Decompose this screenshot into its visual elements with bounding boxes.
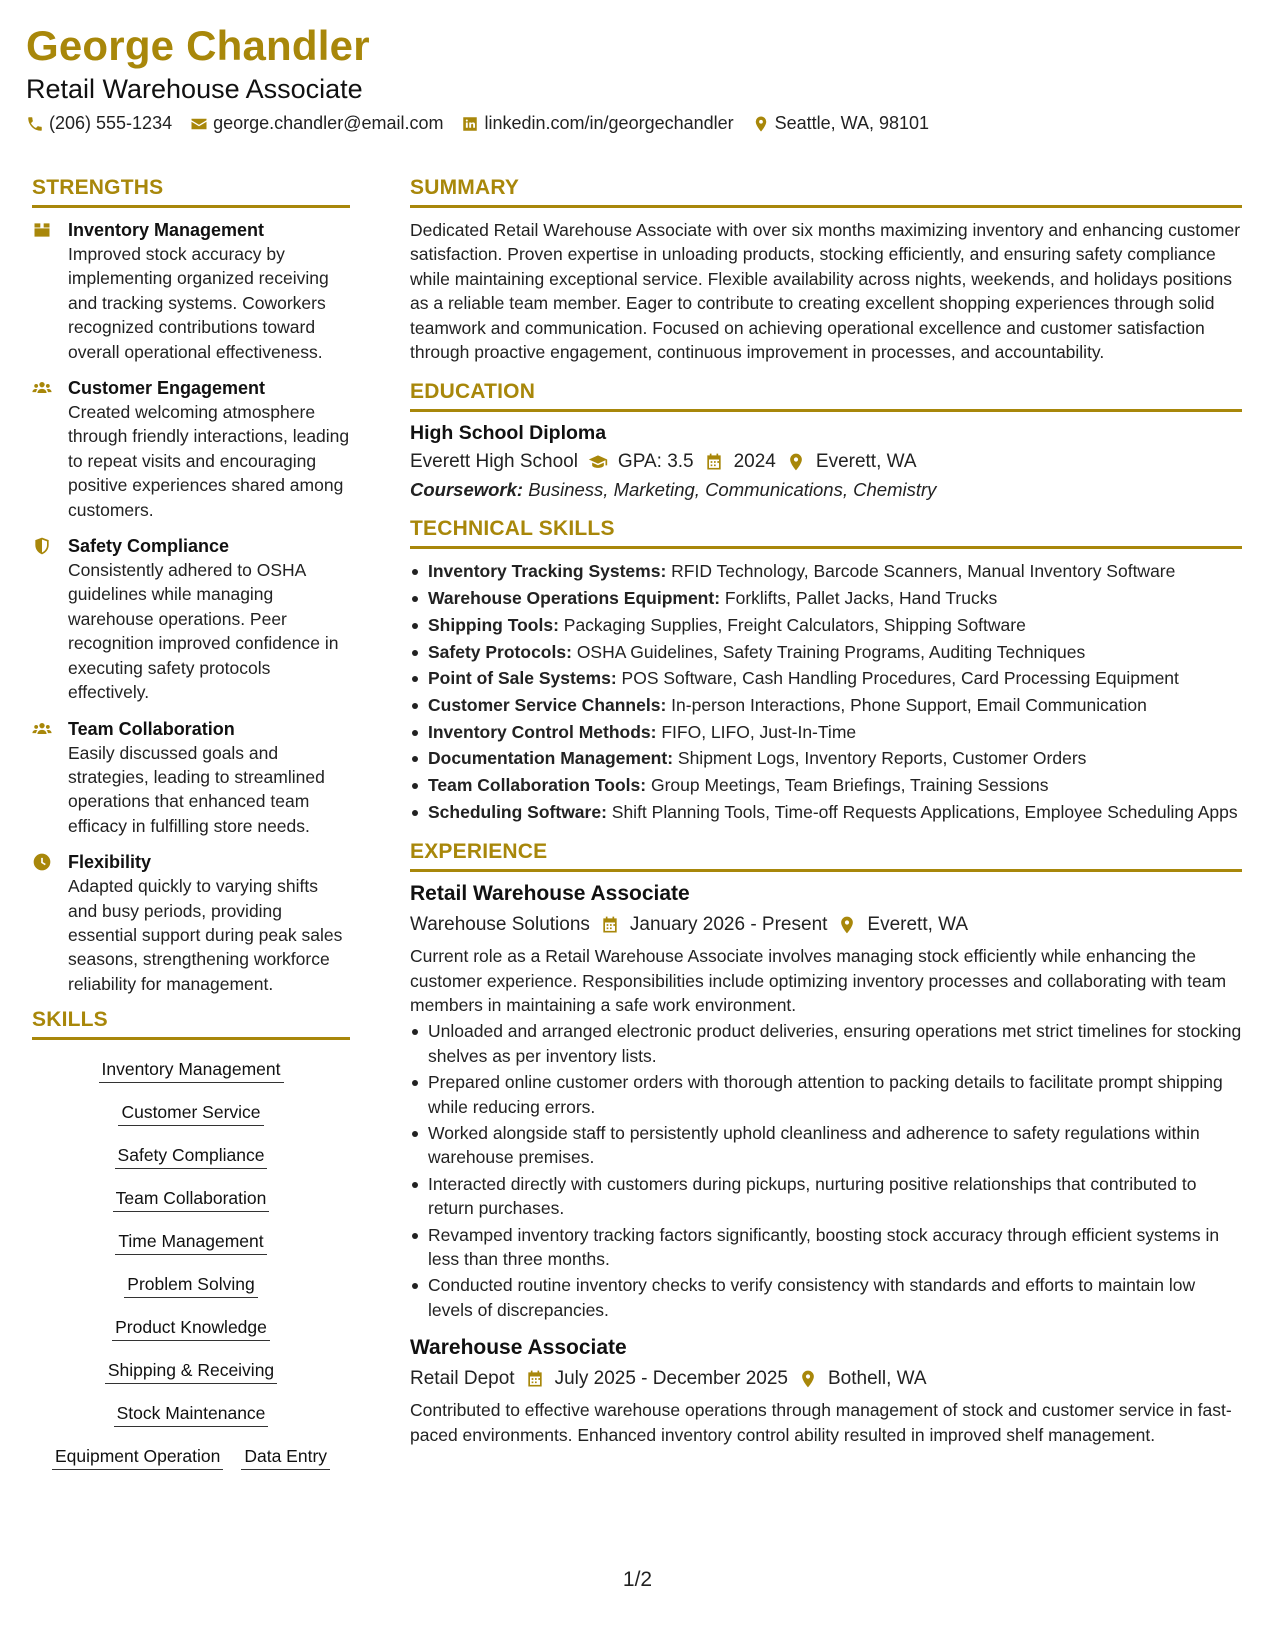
map-pin-icon: [837, 915, 857, 935]
education-degree: High School Diploma: [410, 422, 607, 445]
tech-skill-value: Shift Planning Tools, Time-off Requests Applications, Employee Scheduling Apps: [611, 801, 1238, 822]
tech-skill-value: OSHA Guidelines, Safety Training Programs, Auditing Techniques: [576, 641, 1086, 662]
skill-tag: Shipping & Receiving: [105, 1359, 277, 1384]
tech-skill-label: Inventory Tracking Systems:: [428, 561, 667, 582]
education-gpa: GPA: 3.5: [617, 451, 694, 473]
calendar-icon: [600, 915, 620, 935]
tech-skill-value: POS Software, Cash Handling Procedures, Card Processing Equipment: [621, 668, 1179, 689]
tech-skill-label: Inventory Control Methods:: [428, 721, 657, 742]
strength-title: Team Collaboration: [68, 718, 235, 739]
list-item: [410, 773, 1242, 797]
phone-icon: [26, 115, 44, 133]
tech-skill-label: Safety Protocols:: [428, 641, 572, 662]
education-school: Everett High School: [410, 451, 578, 473]
skill-tag: Problem Solving: [124, 1273, 257, 1298]
tech-skill-value: Packaging Supplies, Freight Calculators, Shipping Software: [563, 614, 1026, 635]
tech-skill-value: Group Meetings, Team Briefings, Training Sessions: [650, 775, 1049, 796]
tech-skill-label: Warehouse Operations Equipment:: [428, 588, 721, 609]
education-details: [410, 451, 1242, 473]
list-item: [410, 693, 1242, 717]
list-item: [410, 640, 1242, 664]
list-item: [410, 613, 1242, 637]
summary-text: Dedicated Retail Warehouse Associate with over six months maximizing inventory and enhancing customer satisfaction. Proven expertise in unloading products, stocking efficiently, and ensuring safety compliance while maintaining exceptional service. Flexible availability across nights, weekends, and holidays positions as a reliable team member. Eager to contribute to creating excellent shopping experiences through solid teamwork and communication. Focused on achieving operational excellence and customer satisfaction through proactive engagement, continuous improvement in processes, and accountability.: [410, 220, 1241, 363]
job-company: Retail Depot: [410, 1368, 515, 1390]
contact-location: [752, 113, 929, 134]
list-item: [410, 746, 1242, 770]
strengths-heading: STRENGTHS: [32, 176, 350, 208]
skills-list: [32, 1050, 350, 1470]
clock-icon: [32, 852, 52, 872]
experience-entry: [410, 1336, 1242, 1447]
technical-skills-heading: TECHNICAL SKILLS: [410, 517, 1242, 549]
list-item: [410, 720, 1242, 744]
job-bullets: [410, 1019, 1242, 1322]
candidate-name: George Chandler: [26, 22, 370, 69]
map-pin-icon: [798, 1369, 818, 1389]
education-heading: EDUCATION: [410, 380, 1242, 412]
strength-title: Flexibility: [68, 852, 152, 873]
email-text[interactable]: george.chandler@email.com: [213, 113, 444, 133]
left-column: [32, 176, 350, 1470]
strength-desc: Consistently adhered to OSHA guidelines while managing warehouse operations. Peer recognition improved confidence in executing safety protocols effectively.: [68, 560, 339, 703]
strength-item: [32, 376, 350, 522]
calendar-icon: [525, 1369, 545, 1389]
tech-skill-label: Documentation Management:: [428, 748, 674, 769]
list-item: Revamped inventory tracking factors significantly, boosting stock accuracy through efficient systems in less than three months.: [410, 1223, 1242, 1272]
job-dates: January 2026 - Present: [629, 914, 828, 936]
tech-skill-value: Forklifts, Pallet Jacks, Hand Trucks: [724, 588, 998, 609]
contact-phone: [26, 113, 172, 134]
technical-skills-list: [410, 559, 1242, 824]
skill-tag: Product Knowledge: [112, 1316, 270, 1341]
education-location: Everett, WA: [815, 451, 917, 473]
skill-tag: Safety Compliance: [115, 1144, 268, 1169]
experience-heading: EXPERIENCE: [410, 840, 1242, 872]
skills-heading: SKILLS: [32, 1008, 350, 1040]
list-item: [410, 800, 1242, 824]
map-pin-icon: [786, 452, 806, 472]
tech-skill-label: Scheduling Software:: [428, 801, 607, 822]
strength-title: Customer Engagement: [68, 378, 266, 399]
page-number: 1/2: [622, 1568, 653, 1591]
linkedin-text[interactable]: linkedin.com/in/georgechandler: [484, 113, 734, 133]
job-dates: July 2025 - December 2025: [554, 1368, 788, 1390]
candidate-title: Retail Warehouse Associate: [26, 74, 363, 104]
coursework-label: Coursework:: [410, 479, 524, 501]
users-icon: [32, 378, 52, 398]
skill-tag: Customer Service: [118, 1101, 263, 1126]
envelope-icon: [190, 115, 208, 133]
right-column: [410, 176, 1242, 1447]
strength-desc: Adapted quickly to varying shifts and busy periods, providing essential support during peak sales seasons, strengthening workforce reliability for management.: [68, 876, 343, 994]
tech-skill-value: RFID Technology, Barcode Scanners, Manual Inventory Software: [671, 561, 1176, 582]
strength-item: [32, 218, 350, 364]
coursework-text: Business, Marketing, Communications, Chemistry: [528, 479, 937, 501]
location-text: Seattle, WA, 98101: [774, 113, 930, 133]
tech-skill-value: In-person Interactions, Phone Support, Email Communication: [671, 694, 1147, 715]
tech-skill-value: Shipment Logs, Inventory Reports, Customer Orders: [677, 748, 1087, 769]
strength-desc: Improved stock accuracy by implementing organized receiving and tracking systems. Coworkers recognized contributions toward overall operational effectiveness.: [68, 244, 329, 362]
contact-bar: [26, 113, 929, 134]
graduation-cap-icon: [588, 452, 608, 472]
skill-tag: Team Collaboration: [113, 1187, 270, 1212]
list-item: Prepared online customer orders with thorough attention to packing details to facilitate prompt shipping while reducing errors.: [410, 1070, 1242, 1119]
strength-item: [32, 717, 350, 839]
job-meta: [410, 914, 1242, 936]
tech-skill-label: Customer Service Channels:: [428, 694, 667, 715]
experience-entry: [410, 882, 1242, 1322]
list-item: [410, 559, 1242, 583]
users-icon: [32, 719, 52, 739]
list-item: Worked alongside staff to persistently uphold cleanliness and adherence to safety regulations within warehouse premises.: [410, 1121, 1242, 1170]
job-company: Warehouse Solutions: [410, 914, 590, 936]
tech-skill-value: FIFO, LIFO, Just-In-Time: [661, 721, 857, 742]
map-pin-icon: [752, 115, 770, 133]
phone-text: (206) 555-1234: [49, 113, 173, 133]
job-summary: Current role as a Retail Warehouse Associate involves managing stock efficiently while enhancing the customer experience. Responsibilities include optimizing inventory processes and collaborating with team members in maintaining a safe work environment.: [410, 946, 1227, 1015]
linkedin-icon: [461, 115, 479, 133]
education-year: 2024: [733, 451, 776, 473]
strength-title: Inventory Management: [68, 220, 265, 240]
list-item: [410, 586, 1242, 610]
tech-skill-label: Team Collaboration Tools:: [428, 775, 647, 796]
summary-heading: SUMMARY: [410, 176, 1242, 208]
tech-skill-label: Shipping Tools:: [428, 614, 559, 635]
shield-icon: [32, 536, 52, 556]
tech-skill-label: Point of Sale Systems:: [428, 668, 617, 689]
strength-item: [32, 850, 350, 996]
list-item: Interacted directly with customers during pickups, nurturing positive relationships that contributed to return purchases.: [410, 1172, 1242, 1221]
job-location: Bothell, WA: [827, 1368, 927, 1390]
job-summary: Contributed to effective warehouse operations through management of stock and customer service in fast-paced environments. Enhanced inventory control ability resulted in improved shelf management.: [410, 1400, 1232, 1445]
job-title: Retail Warehouse Associate: [410, 882, 690, 906]
strength-desc: Created welcoming atmosphere through friendly interactions, leading to repeat visits and encouraging positive experiences shared among customers.: [68, 402, 350, 520]
calendar-icon: [704, 452, 724, 472]
skill-tag: Equipment Operation: [52, 1445, 223, 1470]
skill-tag: Inventory Management: [99, 1058, 284, 1083]
list-item: Conducted routine inventory checks to verify consistency with standards and efforts to maintain low levels of discrepancies.: [410, 1273, 1242, 1322]
strength-item: [32, 534, 350, 704]
list-item: [410, 666, 1242, 690]
skill-tag: Data Entry: [241, 1445, 330, 1470]
contact-linkedin[interactable]: [461, 113, 733, 134]
box-icon: [32, 220, 52, 240]
education-coursework: [410, 479, 1242, 501]
skill-tag: Stock Maintenance: [114, 1402, 269, 1427]
contact-email[interactable]: [190, 113, 443, 134]
job-location: Everett, WA: [867, 914, 969, 936]
list-item: Unloaded and arranged electronic product deliveries, ensuring operations met strict timelines for stocking shelves as per inventory lists.: [410, 1019, 1242, 1068]
job-title: Warehouse Associate: [410, 1336, 627, 1360]
strength-desc: Easily discussed goals and strategies, leading to streamlined operations that enhanced team efficacy in fulfilling store needs.: [68, 742, 325, 836]
job-meta: [410, 1368, 1242, 1390]
strength-title: Safety Compliance: [68, 536, 230, 557]
skill-tag: Time Management: [115, 1230, 266, 1255]
